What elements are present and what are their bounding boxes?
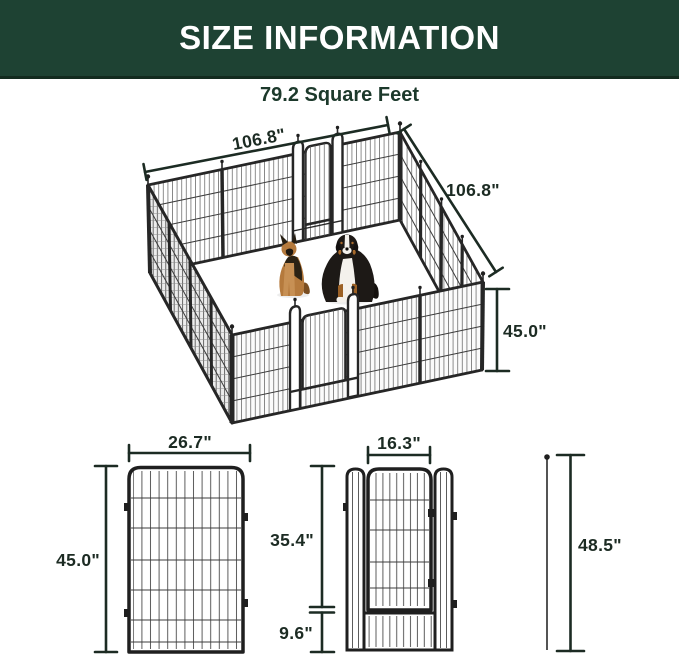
door-panel-drawing [343,469,457,650]
dim-pen-top-width: 106.8" [230,124,288,155]
panel-dimension-width [129,432,250,461]
stake-ball-top [544,454,550,460]
dim-panel-width: 26.7" [168,432,212,452]
dim-stake-height: 48.5" [578,535,622,555]
door-dimension-height [270,466,334,613]
dim-pen-side-depth: 106.8" [446,180,500,200]
dim-door-height: 35.4" [270,530,314,550]
dim-pen-height: 45.0" [503,321,547,341]
stake-dimension-height [557,455,622,651]
pen-dimension-height [486,289,547,371]
skirt-dimension-height [279,613,334,653]
door-dimension-width [368,433,430,463]
dim-panel-height: 45.0" [56,550,100,570]
dim-skirt-height: 9.6" [279,623,313,643]
stake-diagram [544,454,622,651]
panel-dimension-height [56,466,117,652]
pen-illustration [144,117,547,425]
panel-diagram [56,432,250,652]
pen-back-door [293,134,343,243]
page-title: SIZE INFORMATION [179,19,500,56]
door-panel-diagram [270,433,457,652]
dim-door-width: 16.3" [377,433,421,453]
area-subtitle: 79.2 Square Feet [260,84,419,106]
panel-drawing [124,468,248,653]
pen-front-wall [231,280,484,425]
